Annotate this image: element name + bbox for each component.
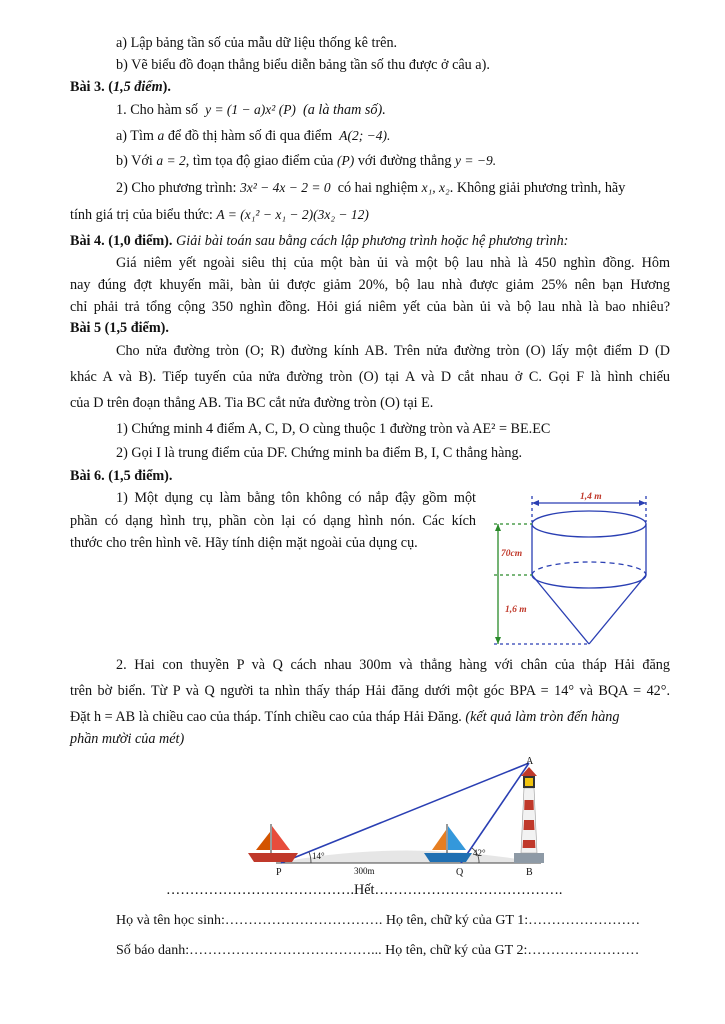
text-line: 1. Cho hàm số y = (1 − a)x² (P) (a là tham số).: [116, 102, 386, 118]
section-title-bai6: Bài 6. (1,5 điểm).: [70, 468, 173, 484]
text-line: 1) Chứng minh 4 điểm A, C, D, O cùng thuộc 1 đường tròn và AE² = BE.EC: [116, 421, 551, 437]
text-line: khác A và B). Tiếp tuyến của nửa đường tròn (O) tại A và D cắt nhau ở C. Gọi F là hình chiếu: [70, 369, 670, 385]
text-line: tính giá trị của biểu thức: A = (x₁² − x₁ − 2)(3x₂ − 12): [70, 207, 369, 223]
text-line: phần mười của mét): [70, 731, 185, 747]
total-height-label: 1,6 m: [505, 605, 527, 615]
lighthouse-figure: [236, 750, 566, 880]
text-line: 1) Một dụng cụ làm bằng tôn không có nắp đậy gồm một: [116, 490, 476, 506]
student-id-line: Số báo danh:…………………………………... Họ tên, chữ ký của GT 2:……………………: [116, 943, 640, 958]
point-a-label: A: [526, 756, 534, 767]
text-line: của D trên đoạn thẳng AB. Tia BC cắt nửa đường tròn (O) tại E.: [70, 395, 434, 411]
section-title-bai5: Bài 5 (1,5 điểm).: [70, 320, 169, 336]
text-line: chỉ phải trả tổng cộng 350 nghìn đồng. Hỏi giá niêm yết của bàn ủi và bộ lau nhà là bao nhiêu?: [70, 299, 670, 315]
point-b-label: B: [526, 867, 533, 878]
student-name-line: Họ và tên học sinh:……………………………. Họ tên, chữ ký của GT 1:……………………: [116, 913, 641, 928]
text-line: 2. Hai con thuyền P và Q cách nhau 300m và thẳng hàng với chân của tháp Hải đăng: [116, 657, 670, 673]
cylinder-height-label: 70cm: [501, 549, 523, 559]
text-line: a) Tìm a để đồ thị hàm số đi qua điểm A(2; −4).: [116, 128, 391, 144]
text-line: thước cho trên hình vẽ. Hãy tính diện mặt ngoài của dụng cụ.: [70, 535, 418, 551]
end-marker: ………………………………….Hết………………………………….: [166, 882, 563, 898]
text-line: Giá niêm yết ngoài siêu thị của một bàn ủi và một bộ lau nhà là 450 nghìn đồng. Hôm: [116, 255, 670, 271]
boat-q-icon: [424, 824, 472, 862]
text-line: Cho nửa đường tròn (O; R) đường kính AB. Trên nửa đường tròn (O) lấy một điểm D (D: [116, 343, 670, 359]
text-line: Đặt h = AB là chiều cao của tháp. Tính chiều cao của tháp Hải Đăng. (kết quả làm tròn đến hàng: [70, 709, 620, 725]
lighthouse-icon: [514, 767, 544, 863]
angle-q-label: 42°: [473, 848, 486, 858]
text-line: 2) Gọi I là trung điểm của DF. Chứng minh ba điểm B, I, C thẳng hàng.: [116, 445, 523, 461]
point-q-label: Q: [456, 867, 464, 878]
text-line: trên bờ biển. Từ P và Q người ta nhìn thấy tháp Hải đăng dưới một góc BPA = 14° và BQA = 42°.: [70, 683, 670, 699]
text-line: b) Vẽ biểu đồ đoạn thẳng biểu diễn bảng tần số thu được ở câu a).: [116, 57, 490, 73]
diameter-label: 1,4 m: [580, 492, 602, 502]
section-title-bai3: Bài 3. (1,5 điểm).: [70, 79, 171, 95]
cylinder-cone-figure: [488, 486, 663, 651]
section-title-bai4: Bài 4. (1,0 điểm). Giải bài toán sau bằng cách lập phương trình hoặc hệ phương trình:: [70, 233, 569, 249]
angle-p-label: 14°: [312, 851, 325, 861]
distance-label: 300m: [354, 866, 375, 876]
point-p-label: P: [276, 867, 282, 878]
text-line: a) Lập bảng tần số của mẫu dữ liệu thống kê trên.: [116, 35, 398, 51]
text-line: b) Với a = 2, tìm tọa độ giao điểm của (P) với đường thẳng y = −9.: [116, 153, 497, 169]
text-line: nay đúng đợt khuyến mãi, bàn ủi được giảm 20%, bộ lau nhà được giảm 25% nên bạn Hương: [70, 277, 670, 293]
text-line: 2) Cho phương trình: 3x² − 4x − 2 = 0 có hai nghiệm x₁, x₂. Không giải phương trình, hãy: [116, 180, 626, 196]
text-line: phần có dạng hình trụ, phần còn lại có dạng hình nón. Các kích: [70, 513, 476, 529]
boat-p-icon: [248, 824, 298, 862]
